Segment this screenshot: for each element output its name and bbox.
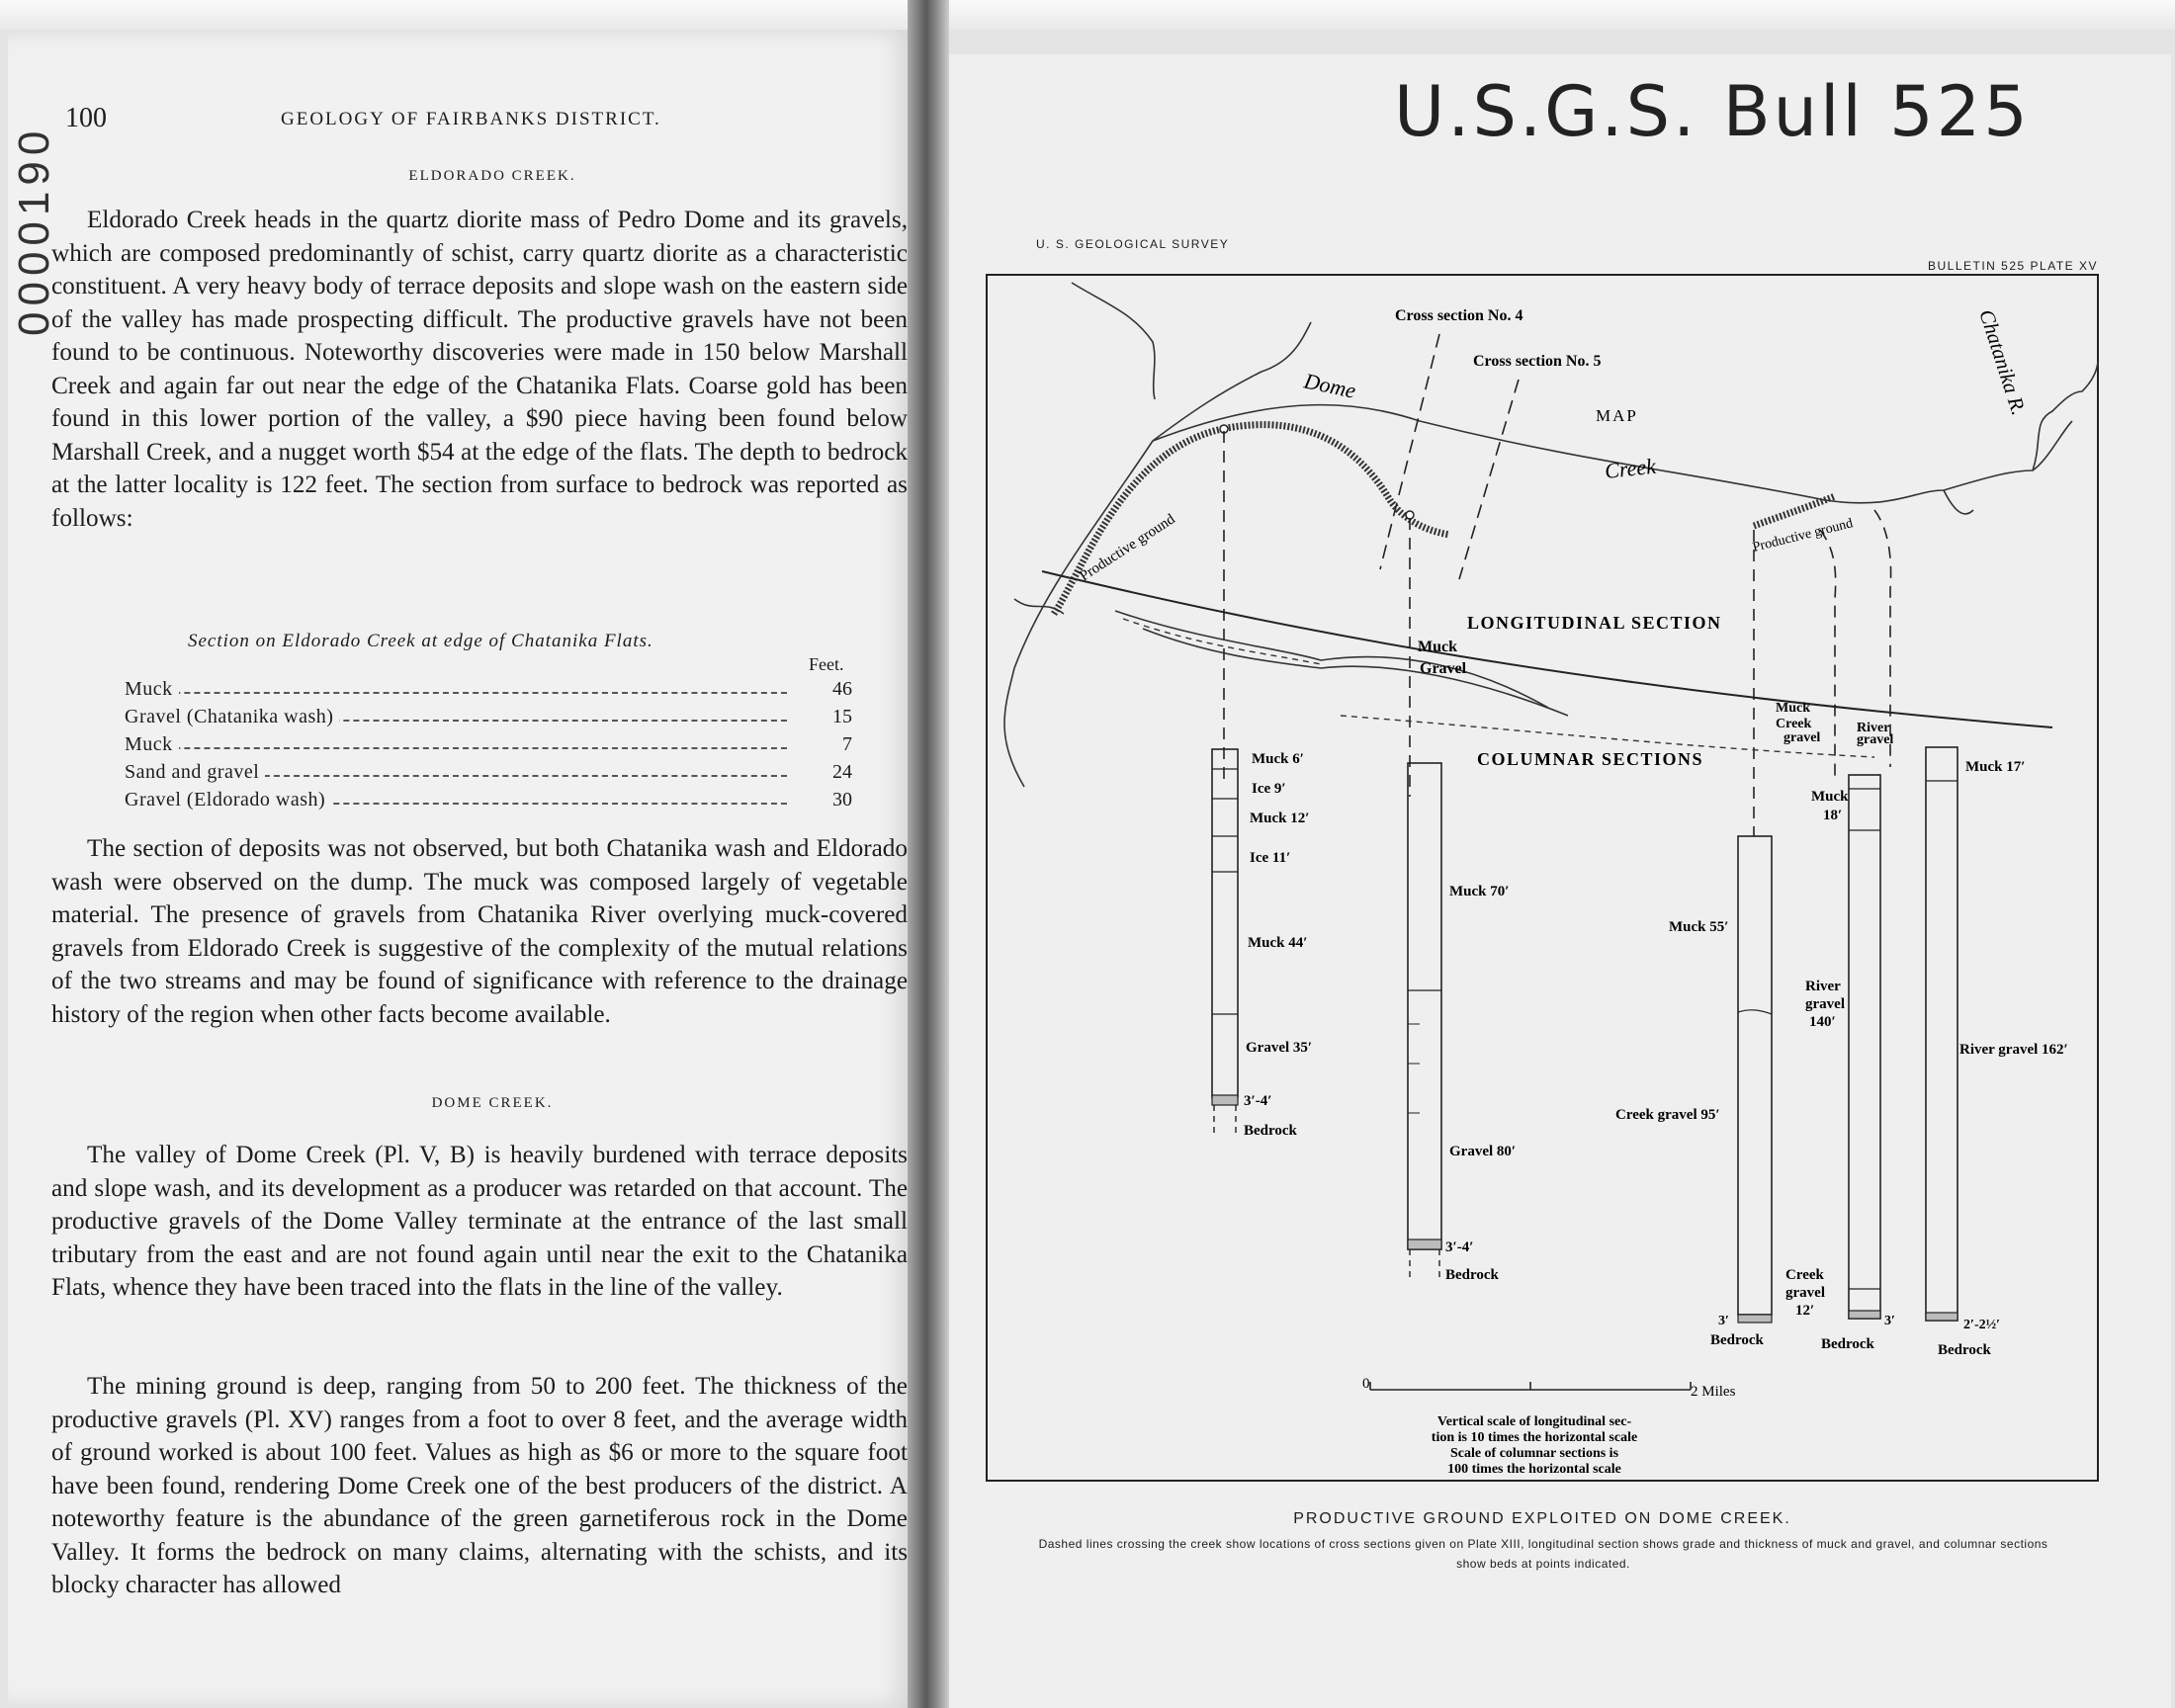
col2-muck-70: Muck 70′ xyxy=(1449,884,1510,899)
lower-river-label: River xyxy=(1857,721,1890,735)
archive-stamp: 0000190 xyxy=(10,125,58,336)
table-row xyxy=(125,678,856,706)
col4-creek-gravel: gravel xyxy=(1785,1285,1825,1301)
col1-ice-11: Ice 11′ xyxy=(1250,850,1291,866)
col4-muck: Muck xyxy=(1811,789,1849,805)
eldorado-paragraph-1: Eldorado Creek heads in the quartz diorite mass of Pedro Dome and its gravels, which are composed predominantly of schist, carry quartz diorite as a characteristic constituent. A very heavy body of terrace deposits and slope wash on the eastern side of the valley has made prospecting difficult. The productive gravels have not been found to be continuous. Noteworthy discoveries were made in 150 below Marshall Creek and again far out near the edge of the Chatanika Flats. Coarse gold has been found in this lower portion of the valley, a $90 piece having been found below Marshall Creek, and a nugget worth $54 at the edge of the flats. The depth to bedrock at the latter locality is 122 feet. The section from surface to bedrock was reported as follows: xyxy=(51,207,908,532)
map-label: MAP xyxy=(1596,406,1638,425)
lower-gravel-label: gravel xyxy=(1784,730,1821,745)
col4-creek-gravel-12: 12′ xyxy=(1795,1303,1815,1319)
table-unit: Feet. xyxy=(809,654,844,674)
column-4 xyxy=(1849,775,1880,1319)
longitudinal-section-title: LONGITUDINAL SECTION xyxy=(1467,613,1722,633)
col5-bedrock: Bedrock xyxy=(1938,1342,1991,1358)
table-row-value: 30 xyxy=(832,789,852,811)
cross-section-5-line xyxy=(1459,380,1519,579)
eldorado-paragraph-2: The section of deposits was not observed, but both Chatanika wash and Eldorado wash were observed on the dump. The muck was composed largely of vegetable material. The presence of gravels from Chatanika River overlying muck-covered gravels from Eldorado Creek is suggestive of the complexity of the mutual relations of the two streams and may be found of significance with reference to the drainage history of the region when other facts become available. xyxy=(51,835,908,1028)
table-row-label: Muck xyxy=(125,678,179,700)
table-row-value: 7 xyxy=(842,733,852,755)
col3-muck-55: Muck 55′ xyxy=(1669,919,1729,935)
column-1 xyxy=(1212,749,1238,1133)
scale-end: 2 Miles xyxy=(1691,1384,1736,1400)
scale-note-line-1: Vertical scale of longitudinal sec- xyxy=(1436,1414,1632,1429)
lower-creek-label: Creek xyxy=(1776,717,1812,731)
scale-note-line-4: 100 times the horizontal scale xyxy=(1447,1462,1621,1477)
col5-muck-17: Muck 17′ xyxy=(1965,759,2026,775)
cross-section-4-line xyxy=(1380,334,1439,569)
column-3 xyxy=(1738,836,1772,1323)
col4-bedrock: Bedrock xyxy=(1821,1336,1874,1352)
eldorado-heading: ELDORADO CREEK. xyxy=(408,168,576,184)
dome-label: Dome xyxy=(1301,368,1358,403)
plate-caption: Dashed lines crossing the creek show locations of cross sections given on Plate XIII, longitudinal section shows grade and thickness of muck and gravel, and columnar sections show beds at points indicated. xyxy=(1038,1537,2048,1571)
col4-river: River xyxy=(1805,979,1841,994)
table-row-label: Sand and gravel xyxy=(125,761,265,783)
table-row-label: Muck xyxy=(125,733,179,755)
scale-note-line-2: tion is 10 times the horizontal scale xyxy=(1431,1430,1638,1445)
col2-bedrock: Bedrock xyxy=(1445,1267,1499,1283)
table-row-value: 46 xyxy=(832,678,852,700)
col1-bedrock: Bedrock xyxy=(1244,1123,1297,1139)
col1-bedrock-thickness: 3′-4′ xyxy=(1244,1093,1272,1109)
col1-muck-12: Muck 12′ xyxy=(1250,811,1310,826)
col2-gravel-80: Gravel 80′ xyxy=(1449,1144,1517,1159)
running-head-title: GEOLOGY OF FAIRBANKS DISTRICT. xyxy=(281,109,661,129)
table-row-label: Gravel (Chatanika wash) xyxy=(125,706,339,727)
col3-bedrock-thickness: 3′ xyxy=(1718,1314,1729,1328)
book-gutter xyxy=(908,0,949,1708)
longitudinal-gravel-line xyxy=(1143,629,1568,716)
table-row xyxy=(125,761,856,789)
col3-creek-gravel-95: Creek gravel 95′ xyxy=(1615,1107,1720,1123)
cross-section-5-label: Cross section No. 5 xyxy=(1473,353,1602,370)
plate-xv-figure xyxy=(985,273,2100,1502)
col5-river-gravel-162: River gravel 162′ xyxy=(1959,1042,2068,1058)
col4-creek: Creek xyxy=(1785,1267,1824,1283)
col3-bedrock: Bedrock xyxy=(1710,1332,1764,1348)
columnar-sections-title: COLUMNAR SECTIONS xyxy=(1477,749,1704,769)
table-row-label: Gravel (Eldorado wash) xyxy=(125,789,331,811)
dome-paragraph-1: The valley of Dome Creek (Pl. V, B) is heavily burdened with terrace deposits and slope wash, and its development as a producer was retarded on that account. The productive gravels of the Dome Valley terminate at the entrance of the last small tributary from the east and are not found again until near the exit to the Chatanika Flats, whence they have been traced into the flats in the line of the valley. xyxy=(51,1142,908,1301)
col4-river-gravel-140: 140′ xyxy=(1809,1014,1836,1030)
longitudinal-muck-label: Muck xyxy=(1418,639,1457,655)
col1-muck-6: Muck 6′ xyxy=(1252,751,1304,767)
productive-ground-label: Productive ground xyxy=(1751,516,1855,555)
scale-note-line-3: Scale of columnar sections is xyxy=(1449,1446,1619,1461)
connector-lines xyxy=(1224,431,1894,836)
scale-bar xyxy=(1370,1382,1691,1390)
cross-section-4-label: Cross section No. 4 xyxy=(1395,307,1523,324)
col4-muck-18: 18′ xyxy=(1823,808,1843,823)
table-caption: Section on Eldorado Creek at edge of Chatanika Flats. xyxy=(188,631,653,651)
col2-bedrock-thickness: 3′-4′ xyxy=(1445,1239,1474,1255)
page-number: 100 xyxy=(65,103,107,133)
col1-gravel-35: Gravel 35′ xyxy=(1246,1040,1313,1056)
creek-label: Creek xyxy=(1603,453,1657,483)
scale-zero: 0 xyxy=(1362,1376,1370,1392)
dome-paragraph-2: The mining ground is deep, ranging from 50 to 200 feet. The thickness of the productive gravels (Pl. XV) ranges from a foot to over 8 feet, and the average width of ground worked is about 100 feet. Values as high as $6 or more to the square foot have been found, rendering Dome Creek one of the best producers of the district. A noteworthy feature is the abundance of the green garnetiferous rock in the Dome Valley. It forms the bedrock on many claims, alternating with the schists, and its blocky character has allowed xyxy=(51,1373,908,1598)
longitudinal-surface-line xyxy=(1042,571,2052,727)
longitudinal-gravel-label: Gravel xyxy=(1420,660,1467,677)
table-row xyxy=(125,706,856,733)
chatanika-river-label: Chatanika R. xyxy=(1974,306,2032,418)
section-point xyxy=(1406,511,1414,519)
lower-muck-label: Muck xyxy=(1776,701,1810,716)
col1-muck-44: Muck 44′ xyxy=(1248,935,1308,951)
handwritten-note: U.S.G.S. Bull 525 xyxy=(1394,71,2031,152)
table-row-value: 15 xyxy=(832,706,852,727)
productive-ground-upper xyxy=(1054,425,1449,614)
table-row xyxy=(125,733,856,761)
productive-ground-lower xyxy=(1754,496,1835,526)
running-head xyxy=(65,103,906,136)
dome-heading: DOME CREEK. xyxy=(431,1095,554,1111)
table-row-value: 24 xyxy=(832,761,852,783)
plate-title: PRODUCTIVE GROUND EXPLOITED ON DOME CREEK. xyxy=(1293,1510,1791,1527)
productive-ground-label: Productive ground xyxy=(1077,511,1178,585)
bulletin-label: BULLETIN 525 PLATE XV xyxy=(1928,259,2099,273)
col1-ice-9: Ice 9′ xyxy=(1252,781,1286,797)
lower-river-gravel-label: gravel xyxy=(1857,732,1894,747)
col4-gravel: gravel xyxy=(1805,996,1845,1012)
survey-label: U. S. GEOLOGICAL SURVEY xyxy=(1036,237,1230,251)
column-5 xyxy=(1926,747,1958,1321)
top-margin xyxy=(0,0,2175,30)
col5-bedrock-thickness: 2′-2½′ xyxy=(1963,1318,2001,1332)
plate-frame xyxy=(987,275,2098,1481)
col4-bedrock-thickness: 3′ xyxy=(1884,1314,1895,1328)
table-row xyxy=(125,789,856,816)
column-2 xyxy=(1408,763,1441,1279)
